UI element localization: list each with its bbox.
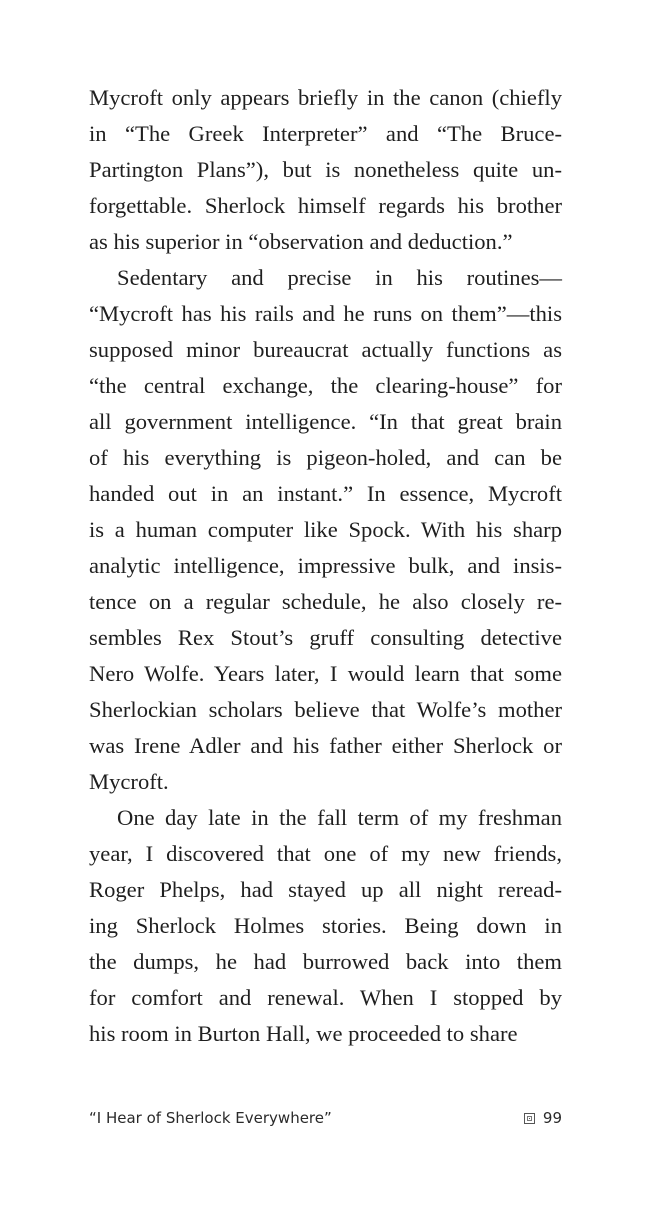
text-line: One day late in the fall term of my freshman	[117, 805, 562, 830]
text-line: was Irene Adler and his father either Sherlock or	[89, 733, 562, 758]
body-text	[89, 80, 562, 1052]
paragraph	[89, 80, 562, 260]
text-line: for comfort and renewal. When I stopped by	[89, 985, 562, 1010]
text-line: Roger Phelps, had stayed up all night reread-	[89, 877, 562, 902]
text-line: analytic intelligence, impressive bulk, and insis-	[89, 553, 562, 578]
text-line: “Mycroft has his rails and he runs on them”—this	[89, 301, 562, 326]
text-line: year, I discovered that one of my new friends,	[89, 841, 562, 866]
running-head: “I Hear of Sherlock Everywhere”	[89, 1109, 332, 1127]
text-line: the dumps, he had burrowed back into them	[89, 949, 562, 974]
paragraph	[89, 260, 562, 800]
square-ornament-icon	[524, 1113, 535, 1124]
text-line: sembles Rex Stout’s gruff consulting detective	[89, 625, 562, 650]
text-line: his room in Burton Hall, we proceeded to share	[89, 1021, 518, 1046]
text-line: handed out in an instant.” In essence, Mycroft	[89, 481, 562, 506]
text-line: as his superior in “observation and deduction.”	[89, 229, 513, 254]
text-line: all government intelligence. “In that great brain	[89, 409, 562, 434]
text-line: is a human computer like Spock. With his sharp	[89, 517, 562, 542]
page-footer	[89, 1106, 562, 1130]
text-line: tence on a regular schedule, he also closely re-	[89, 589, 562, 614]
text-line: “the central exchange, the clearing-house” for	[89, 373, 562, 398]
text-line: forgettable. Sherlock himself regards his brother	[89, 193, 562, 218]
text-line: Mycroft.	[89, 769, 169, 794]
text-line: Sherlockian scholars believe that Wolfe’s mother	[89, 697, 562, 722]
text-line: Partington Plans”), but is nonetheless quite un-	[89, 157, 562, 182]
page-number: 99	[542, 1109, 562, 1127]
text-line: Mycroft only appears briefly in the canon (chiefly	[89, 85, 562, 110]
text-line: supposed minor bureaucrat actually functions as	[89, 337, 562, 362]
text-line: ing Sherlock Holmes stories. Being down in	[89, 913, 562, 938]
text-line: Nero Wolfe. Years later, I would learn that some	[89, 661, 562, 686]
text-line: Sedentary and precise in his routines—	[117, 265, 562, 290]
folio	[524, 1109, 562, 1127]
text-line: in “The Greek Interpreter” and “The Bruce-	[89, 121, 562, 146]
text-line: of his everything is pigeon-holed, and can be	[89, 445, 562, 470]
paragraph	[89, 800, 562, 1052]
